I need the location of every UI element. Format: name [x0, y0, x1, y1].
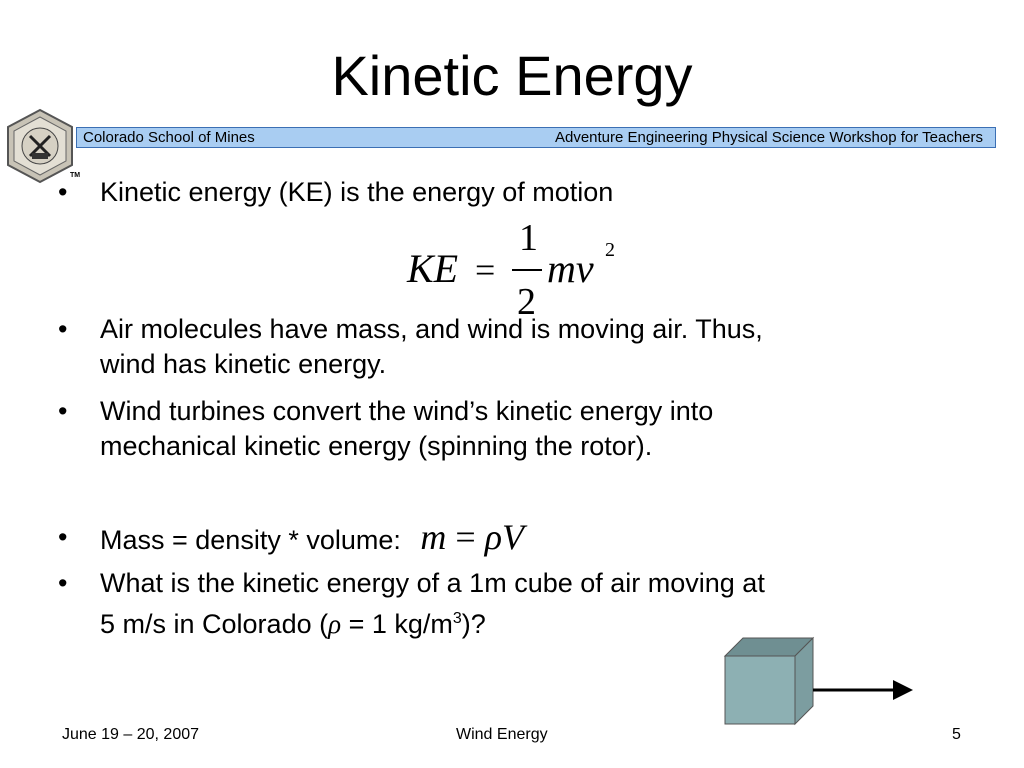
bullet-item: • What is the kinetic energy of a 1m cube of air moving at 5 m/s in Colorado (ρ = 1 $kg/m^3$)? — [58, 568, 765, 639]
bullet-text-line2: mechanical kinetic energy (spinning the rotor). — [100, 431, 653, 461]
bullet-item: • Mass = density * volume: m = ρV — [58, 517, 524, 557]
eq-exponent: 2 — [605, 239, 615, 261]
bullet-text-line2: 5 m/s in Colorado (ρ = 1 $kg/m^3$)? — [100, 609, 486, 639]
kinetic-energy-equation — [405, 220, 635, 320]
cube-front-face — [725, 656, 795, 724]
eq-rhs: mv — [547, 246, 594, 291]
footer-date: June 19 – 20, 2007 — [62, 726, 200, 743]
bullet-text: Kinetic energy (KE) is the energy of motion — [100, 177, 614, 207]
footer-topic: Wind Energy — [456, 726, 548, 743]
slide-title: Kinetic Energy — [331, 44, 693, 107]
header-banner — [76, 127, 996, 148]
air-cube-illustration — [720, 634, 920, 729]
eq-lhs: KE — [407, 246, 459, 291]
school-seal-logo — [2, 108, 81, 184]
bullet-text-line1: Air molecules have mass, and wind is moving air. Thus, — [100, 314, 763, 344]
bullet-item: • Air molecules have mass, and wind is moving air. Thus, wind has kinetic energy. — [58, 314, 763, 379]
bullet-item: • Wind turbines convert the wind’s kinetic energy into mechanical kinetic energy (spinning the rotor). — [58, 396, 714, 461]
bullet-text-line1: What is the kinetic energy of a 1m cube of air moving at — [100, 568, 765, 598]
banner-right-text: Adventure Engineering Physical Science Workshop for Teachers — [554, 129, 983, 146]
bullet-text-line2: wind has kinetic energy. — [100, 349, 387, 379]
arrow-right-icon — [893, 680, 913, 700]
bullet-text-line1: Wind turbines convert the wind’s kinetic energy into — [100, 396, 714, 426]
eq-denominator: 2 — [517, 281, 536, 320]
bullet-item: • Kinetic energy (KE) is the energy of motion — [58, 175, 1008, 210]
bullet-text: Mass = density * volume: — [100, 525, 401, 555]
banner-left-text: Colorado School of Mines — [83, 129, 255, 146]
trademark-mark: TM — [70, 172, 81, 179]
eq-equals: = — [475, 250, 496, 290]
eq-numerator: 1 — [519, 220, 538, 259]
slide-number: 5 — [952, 726, 961, 743]
mass-equation: m = ρV — [420, 517, 524, 557]
